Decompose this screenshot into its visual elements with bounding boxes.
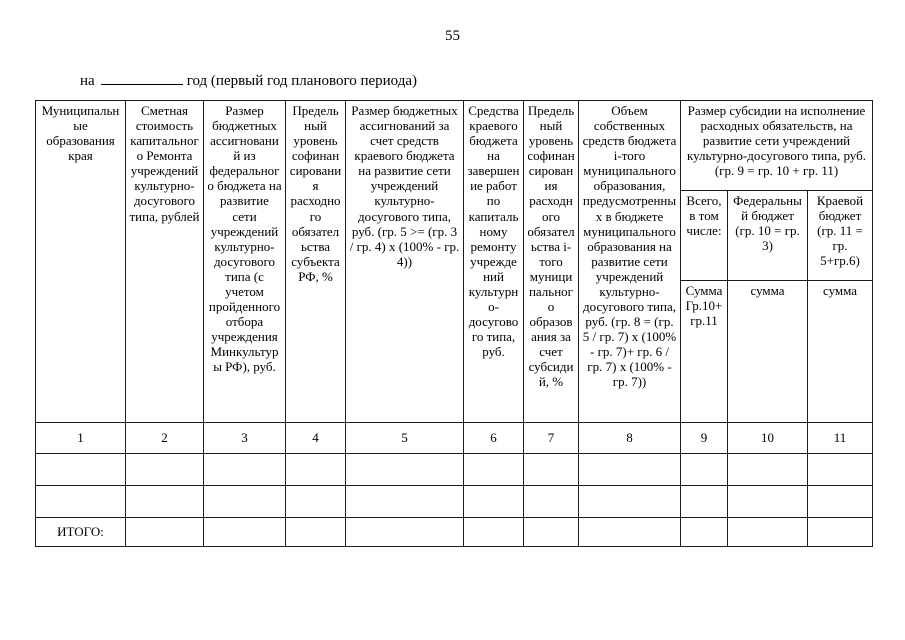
period-line-prefix: на (80, 73, 95, 89)
column-number: 7 (524, 423, 579, 454)
empty-cell (808, 454, 873, 486)
total-label: ИТОГО: (36, 518, 126, 547)
col-header-max-cofinancing-municipal: Предельный уровень софинансирования расходного обязательства i-того муниципального образования за счет субсидий, % (524, 101, 579, 423)
empty-cell (524, 486, 579, 518)
column-number: 6 (464, 423, 524, 454)
empty-cell (681, 454, 728, 486)
empty-cell (808, 486, 873, 518)
sum-cell-federal: сумма (728, 281, 808, 423)
col-header-total: Всего, в том числе: (681, 191, 728, 281)
col-header-regional-completion-funds: Средства краевого бюджета на завершение работ по капитальному ремонту учреждений культурно-досугового типа, руб. (464, 101, 524, 423)
column-number: 8 (579, 423, 681, 454)
column-number: 5 (346, 423, 464, 454)
empty-cell (524, 518, 579, 547)
col-header-max-cofinancing-subject: Предельный уровень софинансирования расходного обязательства субъекта РФ, % (286, 101, 346, 423)
col-header-regional-budget: Краевой бюджет (гр. 11 = гр. 5+гр.6) (808, 191, 873, 281)
data-row-2 (36, 486, 873, 518)
empty-cell (464, 518, 524, 547)
empty-cell (579, 454, 681, 486)
column-number: 2 (126, 423, 204, 454)
empty-cell (681, 518, 728, 547)
column-number: 3 (204, 423, 286, 454)
col-header-estimated-cost: Сметная стоимость капитального Ремонта учреждений культурно-досугового типа, рублей (126, 101, 204, 423)
empty-cell (464, 486, 524, 518)
empty-cell (808, 518, 873, 547)
sum-cell-total: Сумма Гр.10+ гр.11 (681, 281, 728, 423)
empty-cell (579, 486, 681, 518)
col-header-regional-allocations: Размер бюджетных ассигнований за счет средств краевого бюджета на развитие сети учреждений культурно-досугового типа, руб. (гр. 5 >= (гр. 3 / гр. 4) х (100% - гр. 4)) (346, 101, 464, 423)
column-number: 4 (286, 423, 346, 454)
empty-cell (204, 518, 286, 547)
subsidy-table (35, 100, 873, 547)
empty-cell (681, 486, 728, 518)
empty-cell (204, 486, 286, 518)
empty-cell (126, 454, 204, 486)
empty-cell (286, 486, 346, 518)
total-row (36, 518, 873, 547)
col-header-federal-allocations: Размер бюджетных ассигнований из федерального бюджета на развитие сети учреждений культурно-досугового типа (с учетом пройденного отбора учреждения Минкультуры РФ), руб. (204, 101, 286, 423)
empty-cell (346, 454, 464, 486)
col-group-header-subsidy-size: Размер субсидии на исполнение расходных обязательств, на развитие сети учреждений культурно-досугового типа, руб. (гр. 9 = гр. 10 + гр. 11) (681, 101, 873, 191)
col-header-federal-budget: Федеральный бюджет (гр. 10 = гр. 3) (728, 191, 808, 281)
empty-cell (36, 486, 126, 518)
page-number: 55 (445, 28, 460, 44)
empty-cell (579, 518, 681, 547)
data-row-1 (36, 454, 873, 486)
period-line-suffix: год (первый год планового периода) (186, 73, 418, 89)
col-header-municipality: Муниципальные образования края (36, 101, 126, 423)
col-header-own-funds: Объем собственных средств бюджета i-того муниципального образования, предусмотренных в бюджете муниципального образования на развитие сети учреждений культурно-досугового типа, руб. (гр. 8 = (гр. 5 / гр. 7) х (100% - гр. 7)+ гр. 6 / гр. 7) х (100% - гр. 7)) (579, 101, 681, 423)
column-number: 1 (36, 423, 126, 454)
empty-cell (346, 486, 464, 518)
empty-cell (464, 454, 524, 486)
period-line (80, 71, 417, 90)
blank-line (101, 71, 183, 85)
column-number: 9 (681, 423, 728, 454)
empty-cell (204, 454, 286, 486)
sum-cell-regional: сумма (808, 281, 873, 423)
empty-cell (36, 454, 126, 486)
empty-cell (286, 518, 346, 547)
column-numbers-row (36, 423, 873, 454)
empty-cell (346, 518, 464, 547)
empty-cell (126, 486, 204, 518)
empty-cell (524, 454, 579, 486)
empty-cell (728, 454, 808, 486)
column-number: 11 (808, 423, 873, 454)
empty-cell (728, 486, 808, 518)
header-row-1 (36, 101, 873, 191)
empty-cell (286, 454, 346, 486)
empty-cell (728, 518, 808, 547)
empty-cell (126, 518, 204, 547)
column-number: 10 (728, 423, 808, 454)
